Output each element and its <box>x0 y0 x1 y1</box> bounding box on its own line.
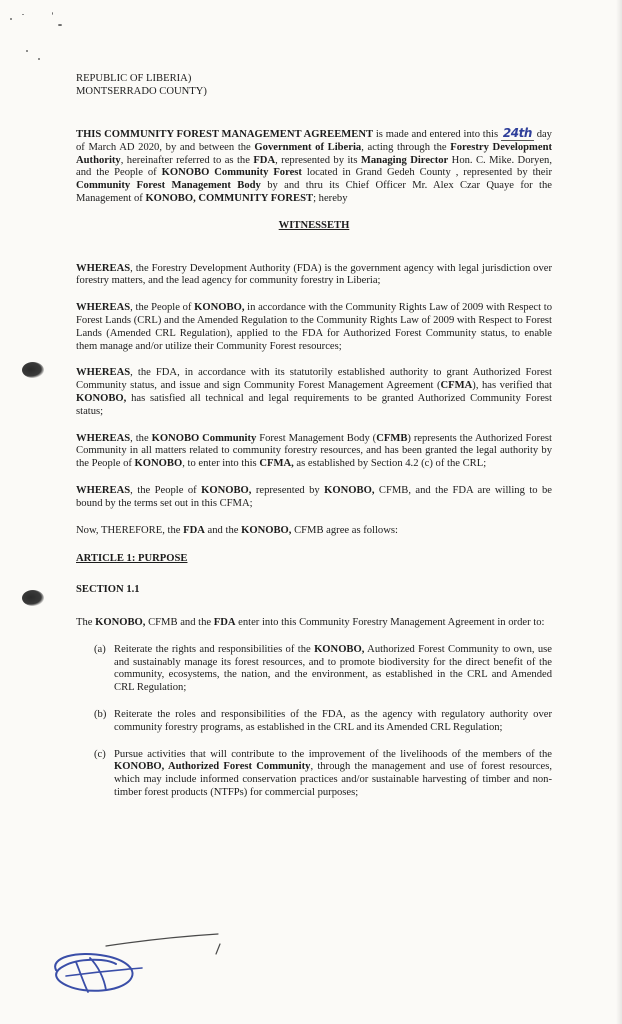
whereas-paragraph-2: WHEREAS, the People of KONOBO, in accordance with the Community Rights Law of 2009 with Respect to Forest Lands (CRL) and the Amended Regulation to the Community Rights Law of 2009 with Respect to Forest Lands (Amended CRL Regulation), applied to the FDA for Authorized Forest Community status, to enable them manage and/or utilize their Community Forest resources; <box>76 302 552 352</box>
jurisdiction-header <box>76 73 207 99</box>
therefore-paragraph: Now, THEREFORE, the FDA and the KONOBO, CFMB agree as follows: <box>76 524 398 536</box>
agreement-title: THIS COMMUNITY FOREST MANAGEMENT AGREEMENT <box>76 129 374 140</box>
header-line-county: MONTSERRADO COUNTY) <box>76 85 207 97</box>
punch-hole-lower <box>22 590 44 606</box>
article-heading: ARTICLE 1: PURPOSE <box>76 553 188 565</box>
whereas-paragraph-1: WHEREAS, the Forestry Development Authority (FDA) is the government agency with legal jurisdiction over forestry matters, and the lead agency for community forestry in Liberia; <box>76 262 552 287</box>
handwritten-day: 24th <box>502 126 532 140</box>
punch-hole-upper <box>22 362 44 378</box>
list-marker: (b) <box>94 708 107 720</box>
whereas-paragraph-4: WHEREAS, the KONOBO Community Forest Management Body (CFMB) represents the Authorized Forest Community in all matters related to community forestry resources, and has been granted the legal authority by the People of KONOBO, to enter into this CFMA, as established by Section 4.2 (c) of the CRL; <box>76 432 552 470</box>
section-intro-paragraph: The KONOBO, CFMB and the FDA enter into this Community Forestry Management Agreement in order to: <box>76 616 545 628</box>
section-heading: SECTION 1.1 <box>76 584 140 596</box>
list-item: (b) Reiterate the roles and responsibilities of the FDA, as the agency with regulatory authority over community forestry programs, as established in the CRL and its Amended CRL Regulation; <box>94 708 552 733</box>
list-marker: (a) <box>94 643 106 655</box>
list-marker: (c) <box>94 748 106 760</box>
list-item: (a) Reiterate the rights and responsibilities of the KONOBO, Authorized Forest Community to own, use and sustainably manage its forest resources, and to promote biodiversity for the direct benefit of the community, ecosystems, the nation, and the environment, as established in the CRL and Amended CRL Regulation; <box>94 643 552 694</box>
list-item: (c) Pursue activities that will contribute to the improvement of the livelihoods of the members of the KONOBO, Authorized Forest Community, through the management and use of forest resources, which may include informed conservation practices and/or sustainable harvesting of timber and non-timber forest products (NTFPs) for commercial purposes; <box>94 748 552 798</box>
header-line-republic: REPUBLIC OF LIBERIA) <box>76 73 192 84</box>
witnesseth-heading: WITNESSETH <box>278 219 350 231</box>
purpose-list <box>76 644 552 800</box>
intro-paragraph: THIS COMMUNITY FOREST MANAGEMENT AGREEMENT is made and entered into this 24th day of March AD 2020, by and between the Government of Liberia, acting through the Forestry Development Authority, hereinafter referred to as the FDA, represented by its Managing Director Hon. C. Mike. Doryen, and the People of KONOBO Community Forest located in Grand Gedeh County , represented by their Community Forest Management Body by and thru its Chief Officer Mr. Alex Czar Quaye for the Management of KONOBO, COMMUNITY FOREST; hereby <box>76 126 552 204</box>
initials-signature <box>46 928 226 1008</box>
whereas-paragraph-3: WHEREAS, the FDA, in accordance with its statutorily established authority to grant Authorized Forest Community status, and issue and sign Community Forest Management Agreement (CFMA), has verified that KONOBO, has satisfied all technical and legal requirements to be granted Authorized Community Forest status; <box>76 367 552 417</box>
agreement-body <box>76 127 552 814</box>
whereas-paragraph-5: WHEREAS, the People of KONOBO, represented by KONOBO, CFMB, and the FDA are willing to be bound by the terms set out in this CFMA; <box>76 484 552 509</box>
